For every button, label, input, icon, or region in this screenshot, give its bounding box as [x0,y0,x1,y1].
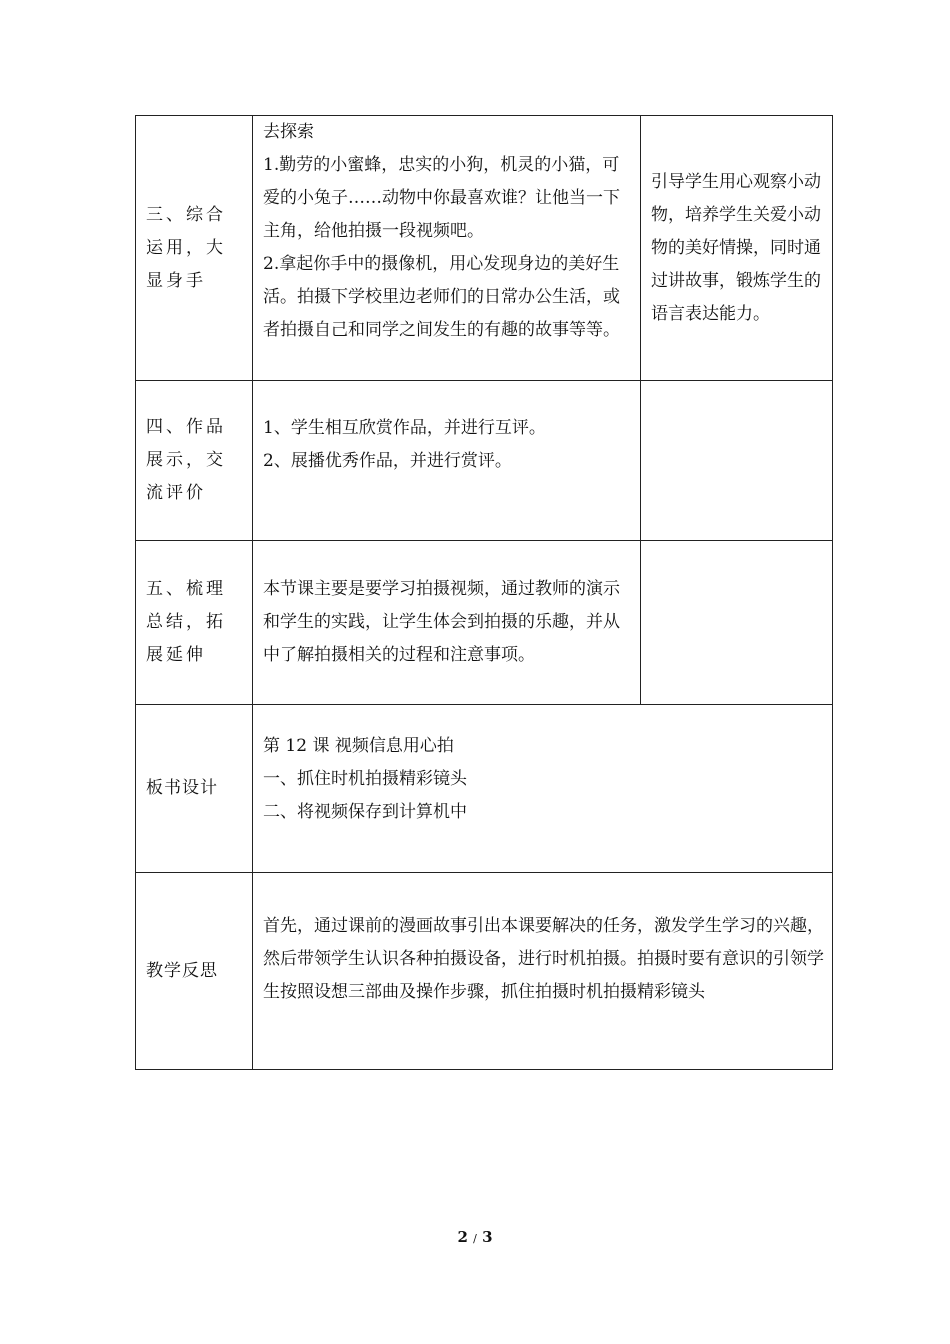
total-pages: 3 [482,1228,493,1246]
table-row [136,381,833,541]
current-page: 2 [457,1228,468,1246]
reflection-text: 首先，通过课前的漫画故事引出本课要解决的任务，激发学生学习的兴趣，然后带领学生认识各种拍摄设备，进行时机拍摄。拍摄时要有意识的引领学生按照设想三部曲及操作步骤，抓住拍摄时机拍摄精彩镜头 [263,915,824,1002]
stage-cell [136,541,253,705]
stage-label: 四、作品展示，交流评价 [146,417,226,503]
board-label-cell [136,705,253,873]
stage-label: 三、综合运用，大显身手 [146,204,226,291]
stage-label: 五、梳理总结，拓展延伸 [146,579,226,665]
content-line: 1.勤劳的小蜜蜂，忠实的小狗，机灵的小猫，可爱的小兔子……动物中你最喜欢谁？让他当一下主角，给他拍摄一段视频吧。 [263,155,620,241]
intent-cell [641,541,833,705]
table-row [136,541,833,705]
content-line: 2、展播优秀作品，并进行赏评。 [263,450,512,471]
board-line: 第 12 课 视频信息用心拍 [263,736,454,756]
board-line: 一、抓住时机拍摄精彩镜头 [263,769,467,789]
board-content-cell [253,705,833,873]
content-line: 去探索 [263,122,314,142]
intent-cell [641,116,833,381]
board-label: 板书设计 [146,778,218,798]
page-number [0,1228,950,1246]
page-separator: / [473,1232,477,1245]
lesson-plan-table [135,115,833,1070]
content-cell [253,541,641,705]
intent-cell [641,381,833,541]
stage-cell [136,381,253,541]
content-line: 2.拿起你手中的摄像机，用心发现身边的美好生活。拍摄下学校里边老师们的日常办公生活，或者拍摄自己和同学之间发生的有趣的故事等等。 [263,254,620,340]
reflection-label-cell [136,873,253,1070]
content-line: 1、学生相互欣赏作品，并进行互评。 [263,417,546,438]
reflection-content-cell [253,873,833,1070]
content-line: 本节课主要是要学习拍摄视频，通过教师的演示和学生的实践，让学生体会到拍摄的乐趣，并从中了解拍摄相关的过程和注意事项。 [263,579,620,665]
content-cell [253,116,641,381]
table-row [136,116,833,381]
table-row [136,873,833,1070]
table-row [136,705,833,873]
content-cell [253,381,641,541]
stage-cell [136,116,253,381]
reflection-label: 教学反思 [146,960,218,981]
intent-text: 引导学生用心观察小动物，培养学生关爱小动物的美好情操，同时通过讲故事，锻炼学生的语言表达能力。 [651,171,821,324]
board-line: 二、将视频保存到计算机中 [263,802,467,822]
